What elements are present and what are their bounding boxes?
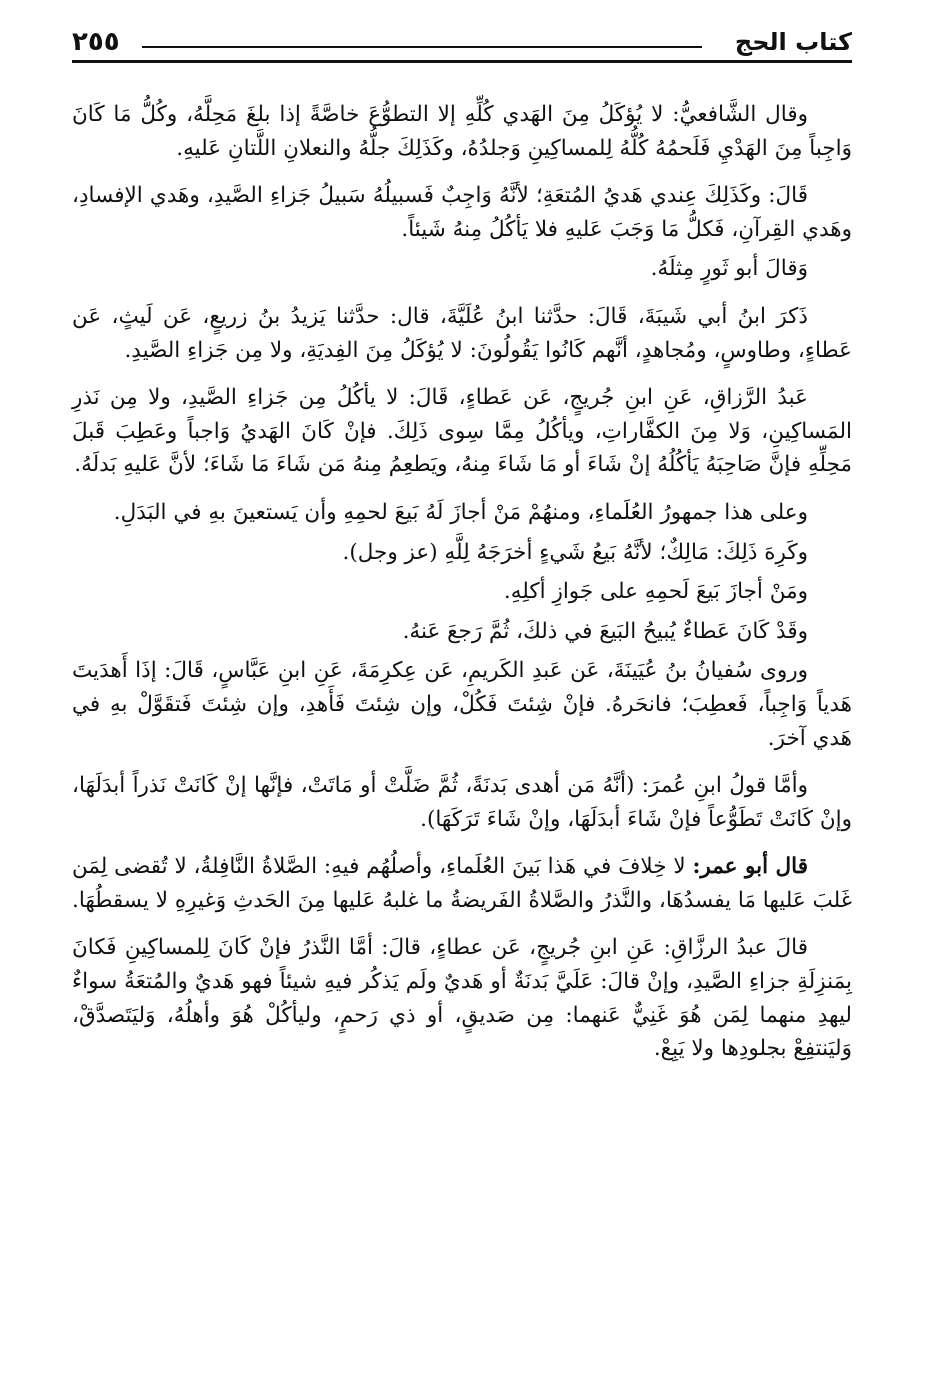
paragraph-11-text: وأمَّا قولُ ابنِ عُمرَ: (أنَّهُ مَن أهدى بَدنَةً، ثُمَّ ضَلَّتْ أو مَاتَتْ، فإنَّها إنْ كَانَتْ نَذراً أبدَلَهَا، وإنْ كَانَتْ تَطَوُّعاً فإنْ شَاءَ أبدَلَهَا، وإنْ شَاءَ تَرَكَهَا). — [72, 773, 852, 832]
paragraph-4 — [72, 300, 852, 367]
paragraph-5 — [72, 381, 852, 482]
paragraph-12 — [72, 850, 852, 917]
paragraph-9-text: وقَدْ كَانَ عَطاءٌ يُبيحُ البَيعَ في ذلكَ، ثُمَّ رَجعَ عَنهُ. — [402, 618, 808, 644]
header-title: كتاب الحج — [734, 28, 852, 56]
paragraph-13-text: قالَ عبدُ الرزَّاقِ: عَنِ ابنِ جُريجٍ، عَن عطاءٍ، قالَ: أمَّا النَّذرُ فإنْ كَانَ لِلمساكِينِ فَكانَ بِمَنزِلَةِ جزاءِ الصَّيدِ، وإنْ قالَ: عَلَيَّ بَدنَةٌ أو هَديٌ ولَم يَذكُر فيهِ شيئاً فهو هَديٌ والمُتعَةُ سواءٌ ليهدِ منهما لِمَن هُوَ غَنِيٌّ عَنهما: مِن صَديقٍ، أو ذي رَحمٍ، وليأكُلْ هُوَ وأهلُهُ، وَليَتَصدَّقْ، وَليَنتفِعْ بجلودِها ولا يَبِعْ. — [72, 935, 852, 1062]
paragraph-2-text: قَالَ: وكَذَلِكَ عِندي هَديُ المُتعَةِ؛ لأنَّهُ وَاجِبٌ فَسبيلُهُ سَبيلُ جَزاءِ الصَّيدِ، وهَدي الإفسادِ، وهَدي القِرآنِ، فَكلُّ مَا وَجَبَ عَليهِ فلا يَأكُلُ مِنهُ شَيئاً. — [72, 183, 852, 242]
page-number: ٢٥٥ — [72, 27, 120, 57]
paragraph-2 — [72, 179, 852, 246]
paragraph-1-text: وقال الشَّافعيُّ: لا يُؤكَلُ مِنَ الهَدي كُلِّهِ إلا التطوُّعَ خاصَّةً إذا بلغَ مَحِلَّهُ، وكُلُّ مَا كَانَ وَاجِباً مِنَ الهَدْيِ فَلَحمُهُ كُلُّهُ لِلمساكِينِ وَجلدُهُ، وكَذَلِكَ جلُّهُ والنعلانِ اللَّتانِ عَليهِ. — [72, 102, 852, 161]
paragraph-3 — [72, 252, 852, 286]
body-text — [72, 98, 852, 1066]
header-rule-short — [142, 46, 702, 48]
paragraph-7 — [72, 536, 852, 570]
paragraph-8 — [72, 575, 852, 609]
paragraph-11 — [72, 769, 852, 836]
paragraph-13 — [72, 931, 852, 1065]
running-header — [72, 22, 852, 64]
paragraph-5-text: عَبدُ الرَّزاقِ، عَنِ ابنِ جُريجٍ، عَن عَطاءٍ، قَالَ: لا يأكُلُ مِن جَزاءِ الصَّيدِ، ولا مِن نَذرِ المَساكِينِ، وَلا مِنَ الكفَّاراتِ، ويأكُلُ مِمَّا سِوى ذَلِكَ. فإنْ كَانَ الهَديُ وَاجباً وعَطِبَ قَبلَ مَحِلِّهِ فإنَّ صَاحِبَهُ يَأكُلُهُ إنْ شَاءَ أو مَا شَاءَ مِنهُ، ويَطعِمُ مِنهُ مَن شَاءَ مَا شَاءَ؛ لأنَّ عَليهِ بَدلَهُ. — [72, 385, 852, 478]
paragraph-12-text: لا خِلافَ في هَذا بَينَ العُلَماءِ، وأصلُهُم فيهِ: الصَّلاةُ النَّافِلةُ، لا تُقضى لِمَن غَلبَ عَليها مَا يفسدُهَا، والنَّذرُ والصَّلاةُ الفَريضةُ ما غلبهُ عَليها مِنَ الحَدثِ وَغيرِهِ لا يسقطُهَا. — [71, 854, 852, 913]
paragraph-3-text: وَقالَ أبو ثَورٍ مِثلَهُ. — [650, 256, 808, 282]
paragraph-9 — [72, 615, 852, 649]
paragraph-12-lead: قال أبو عمر: — [692, 854, 808, 880]
paragraph-6-text: وعلى هذا جمهورُ العُلَماءِ، ومنهُمْ مَنْ أجازَ لَهُ بَيعَ لحمِهِ وأن يَستعينَ بهِ في البَدَلِ. — [113, 499, 808, 525]
paragraph-1 — [72, 98, 852, 165]
paragraph-8-text: ومَنْ أجازَ بَيعَ لَحمِهِ على جَوازِ أكلِهِ. — [503, 579, 808, 605]
paragraph-10 — [72, 654, 852, 755]
paragraph-10-text: وروى سُفيانُ بنُ عُيَينَةَ، عَن عَبدِ الكَريمِ، عَن عِكرِمَةَ، عَنِ ابنِ عَبَّاسٍ، قَالَ: إذَا أَهدَيتَ هَدياً وَاجِباً، فَعطِبَ؛ فانحَرهُ. فإنْ شِئتَ فَكُلْ، وإن شِئتَ فَأَهدِ، وإن شِئتَ فَتقَوَّلْ بهِ في هَدي آخرَ. — [72, 658, 852, 751]
paragraph-7-text: وكَرِهَ ذَلِكَ: مَالِكٌ؛ لأنَّهُ بَيعُ شَيءٍ أخرَجَهُ لِلَّهِ (عز وجل). — [342, 539, 808, 565]
header-rule — [72, 60, 852, 63]
paragraph-4-text: ذَكرَ ابنُ أبي شَيبَةَ، قَالَ: حدَّثنا ابنُ عُلَيَّةَ، قال: حدَّثنا يَزيدُ بنُ زريعٍ، عَن لَيثٍ، عَن عَطاءٍ، وطاوسٍ، ومُجاهدٍ، أنَّهم كَانُوا يَقُولُونَ: لا يُؤكَلُ مِنَ الفِديَةِ، ولا مِن جَزاءِ الصَّيدِ. — [72, 303, 852, 363]
paragraph-6 — [72, 496, 852, 530]
